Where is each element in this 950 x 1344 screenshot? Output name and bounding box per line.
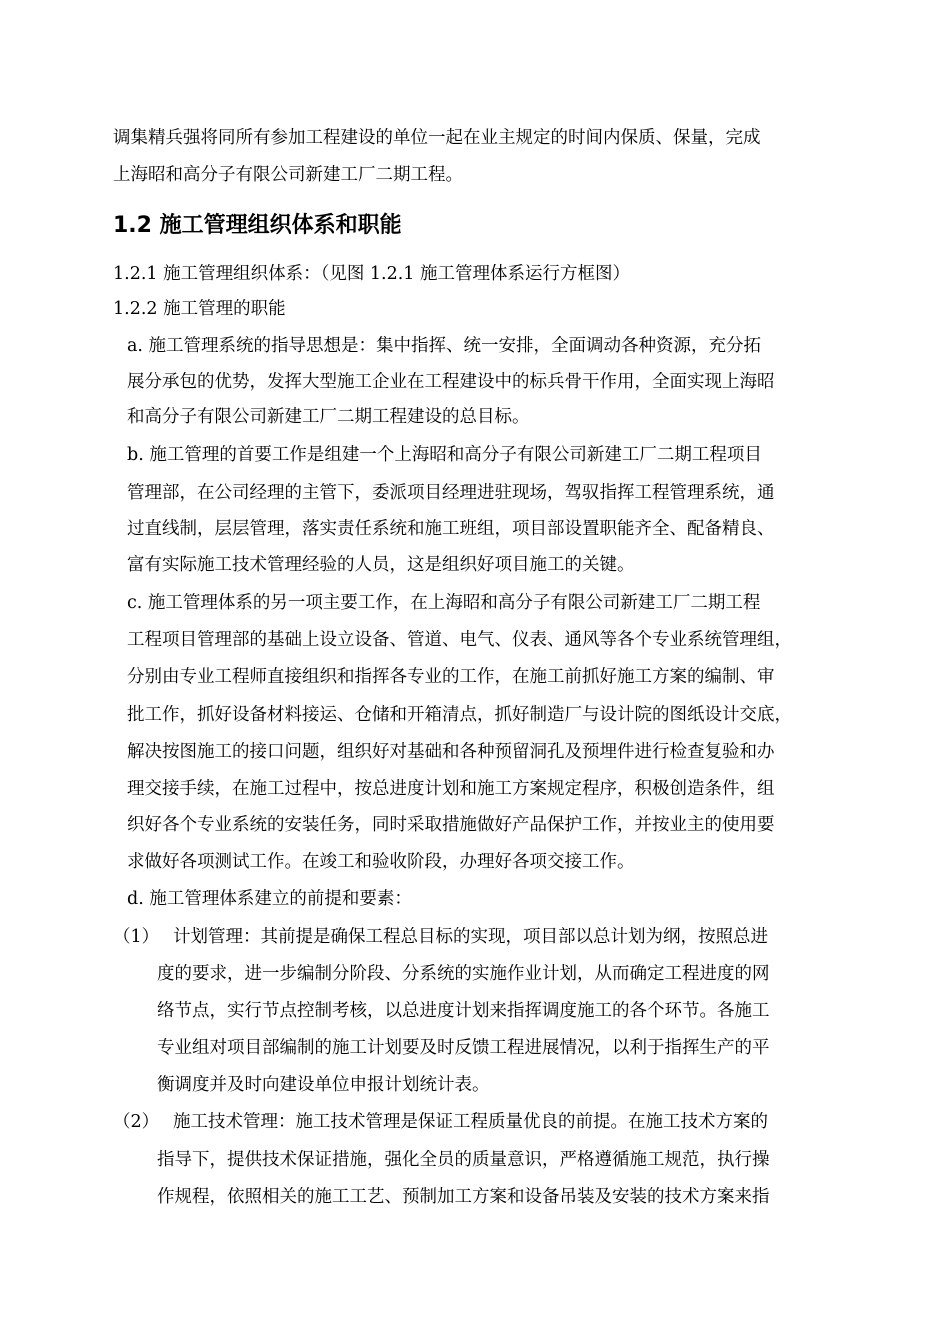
intro-line: 上海昭和高分子有限公司新建工厂二期工程。 [113,165,463,185]
para-c-line: 解决按图施工的接口问题，组织好对基础和各种预留洞孔及预埋件进行检查复验和办 [127,742,775,762]
item-1-line: 计划管理：其前提是确保工程总目标的实现，项目部以总计划为纲，按照总进 [173,927,768,947]
subsection-1-2-1: 1.2.1 施工管理组织体系：（见图 1.2.1 施工管理体系运行方框图） [113,264,630,284]
intro-line: 调集精兵强将同所有参加工程建设的单位一起在业主规定的时间内保质、保量，完成 [113,128,761,148]
para-b-line: 管理部，在公司经理的主管下，委派项目经理进驻现场，驾驭指挥工程管理系统，通 [127,483,775,503]
para-a-line: a. 施工管理系统的指导思想是：集中指挥、统一安排，全面调动各种资源，充分拓 [127,336,762,356]
item-1-line: 衡调度并及时向建设单位申报计划统计表。 [157,1075,490,1095]
para-c-line: 分别由专业工程师直接组织和指挥各专业的工作，在施工前抓好施工方案的编制、审 [127,667,775,687]
para-c-line: 理交接手续，在施工过程中，按总进度计划和施工方案规定程序，积极创造条件，组 [127,779,775,799]
para-a-line: 展分承包的优势，发挥大型施工企业在工程建设中的标兵骨干作用，全面实现上海昭 [127,372,775,392]
para-c-line: 织好各个专业系统的安装任务，同时采取措施做好产品保护工作，并按业主的使用要 [127,815,775,835]
item-2-line: 作规程，依照相关的施工工艺、预制加工方案和设备吊装及安装的技术方案来指 [157,1187,770,1207]
para-c-line: c. 施工管理体系的另一项主要工作，在上海昭和高分子有限公司新建工厂二期工程 [127,593,761,613]
item-2-line: 指导下，提供技术保证措施，强化全员的质量意识，严格遵循施工规范，执行操 [157,1150,770,1170]
item-1-line: 专业组对项目部编制的施工计划要及时反馈工程进展情况，以利于指挥生产的平 [157,1038,770,1058]
item-1-line: 度的要求，进一步编制分阶段、分系统的实施作业计划，从而确定工程进度的网 [157,964,770,984]
para-c-line: 批工作，抓好设备材料接运、仓储和开箱清点，抓好制造厂与设计院的图纸设计交底， [127,705,792,725]
para-c-line: 求做好各项测试工作。在竣工和验收阶段，办理好各项交接工作。 [127,852,635,872]
item-1-marker: （1） [113,927,160,947]
item-1-line: 络节点，实行节点控制考核，以总进度计划来指挥调度施工的各个环节。各施工 [157,1001,770,1021]
para-c-line: 工程项目管理部的基础上设立设备、管道、电气、仪表、通风等各个专业系统管理组， [127,630,792,650]
para-b-line: 过直线制，层层管理，落实责任系统和施工班组，项目部设置职能齐全、配备精良、 [127,519,775,539]
para-a-line: 和高分子有限公司新建工厂二期工程建设的总目标。 [127,407,530,427]
para-b-line: 富有实际施工技术管理经验的人员，这是组织好项目施工的关键。 [127,555,635,575]
section-heading: 1.2 施工管理组织体系和职能 [113,213,402,238]
item-2-line: 施工技术管理：施工技术管理是保证工程质量优良的前提。在施工技术方案的 [173,1112,768,1132]
para-b-line: b. 施工管理的首要工作是组建一个上海昭和高分子有限公司新建工厂二期工程项目 [127,445,762,465]
item-2-marker: （2） [113,1112,160,1132]
para-d-line: d. 施工管理体系建立的前提和要素： [127,889,412,909]
subsection-1-2-2: 1.2.2 施工管理的职能 [113,299,286,319]
